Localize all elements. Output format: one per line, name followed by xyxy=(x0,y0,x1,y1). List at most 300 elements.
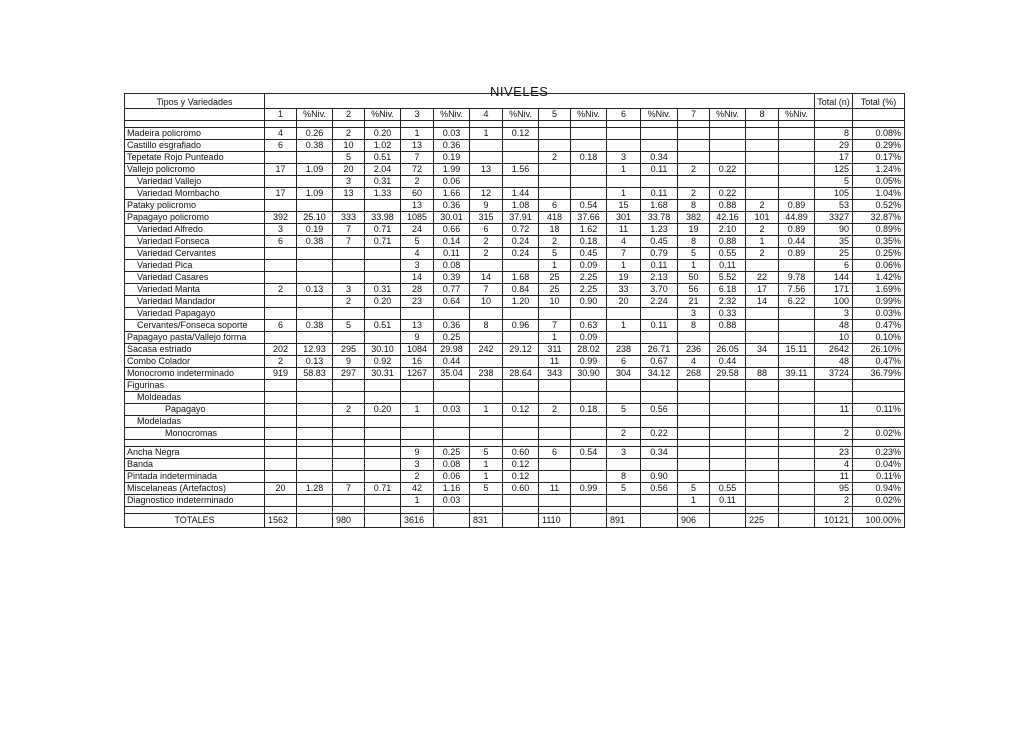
total-pct-cell: 0.35% xyxy=(853,236,905,248)
spacer-cell xyxy=(710,440,746,447)
pct-cell: 0.45 xyxy=(571,248,607,260)
total-pct-cell: 0.04% xyxy=(853,459,905,471)
pct-cell: 0.25 xyxy=(434,332,470,344)
count-cell: 13 xyxy=(401,320,434,332)
count-cell: 831 xyxy=(470,514,503,528)
total-pct-cell: 1.42% xyxy=(853,272,905,284)
pct-cell: 37.66 xyxy=(571,212,607,224)
pct-cell xyxy=(779,128,815,140)
spacer-cell xyxy=(503,440,539,447)
total-n-cell: 5 xyxy=(815,176,853,188)
pct-cell xyxy=(779,380,815,392)
total-pct-cell: 0.52% xyxy=(853,200,905,212)
pct-cell: 28.02 xyxy=(571,344,607,356)
count-cell xyxy=(539,164,571,176)
count-cell: 19 xyxy=(607,272,641,284)
count-cell: 297 xyxy=(333,368,365,380)
total-n-cell xyxy=(815,392,853,404)
count-cell xyxy=(539,380,571,392)
level-header: 3 xyxy=(401,109,434,121)
pct-cell xyxy=(641,128,678,140)
pct-cell xyxy=(434,428,470,440)
count-cell: 1 xyxy=(470,128,503,140)
spacer-cell xyxy=(470,440,503,447)
count-cell: 1110 xyxy=(539,514,571,528)
pct-cell: 0.22 xyxy=(710,164,746,176)
pct-cell xyxy=(503,260,539,272)
table-row xyxy=(125,200,905,212)
count-cell xyxy=(539,140,571,152)
pct-cell xyxy=(641,140,678,152)
count-cell xyxy=(265,152,297,164)
spacer-cell xyxy=(125,440,265,447)
count-cell: 5 xyxy=(333,152,365,164)
count-cell xyxy=(607,140,641,152)
count-cell xyxy=(607,308,641,320)
count-cell xyxy=(607,416,641,428)
spacer-cell xyxy=(401,507,434,514)
pct-cell: 0.38 xyxy=(297,140,333,152)
pct-cell: 0.22 xyxy=(710,188,746,200)
row-label: Castillo esgrafiado xyxy=(125,140,265,152)
pct-cell: 0.79 xyxy=(641,248,678,260)
count-cell: 25 xyxy=(539,272,571,284)
spacer-cell xyxy=(297,121,333,128)
spacer-cell xyxy=(539,121,571,128)
count-cell: 23 xyxy=(401,296,434,308)
count-cell xyxy=(539,495,571,507)
spacer-cell xyxy=(333,440,365,447)
totals-row xyxy=(125,514,905,528)
count-cell: 919 xyxy=(265,368,297,380)
pct-cell xyxy=(365,248,401,260)
table-row xyxy=(125,447,905,459)
count-cell xyxy=(265,428,297,440)
pct-cell: 30.01 xyxy=(434,212,470,224)
count-cell: 4 xyxy=(607,236,641,248)
row-label: Variedad Alfredo xyxy=(125,224,265,236)
table-row xyxy=(125,128,905,140)
row-label: Combo Colador xyxy=(125,356,265,368)
total-pct-cell: 0.02% xyxy=(853,495,905,507)
count-cell: 2 xyxy=(539,404,571,416)
count-cell xyxy=(470,416,503,428)
pct-cell: 6.18 xyxy=(710,284,746,296)
pct-cell xyxy=(779,495,815,507)
pct-cell: 0.38 xyxy=(297,320,333,332)
count-cell xyxy=(746,260,779,272)
count-cell: 238 xyxy=(607,344,641,356)
count-cell xyxy=(470,495,503,507)
count-cell: 14 xyxy=(470,272,503,284)
pct-cell: 0.12 xyxy=(503,128,539,140)
pct-cell xyxy=(365,332,401,344)
pct-cell xyxy=(779,392,815,404)
spacer-cell xyxy=(853,507,905,514)
count-cell: 225 xyxy=(746,514,779,528)
spacer-cell xyxy=(815,121,853,128)
pct-cell: 0.88 xyxy=(710,320,746,332)
count-cell: 906 xyxy=(678,514,710,528)
pct-cell: 0.44 xyxy=(710,356,746,368)
pct-cell xyxy=(571,140,607,152)
total-n-cell: 8 xyxy=(815,128,853,140)
count-cell xyxy=(401,428,434,440)
count-cell xyxy=(401,416,434,428)
spacer-cell xyxy=(365,440,401,447)
row-label: Papagayo xyxy=(125,404,265,416)
count-cell: 3 xyxy=(265,224,297,236)
count-cell: 5 xyxy=(678,483,710,495)
count-cell xyxy=(539,308,571,320)
count-cell: 7 xyxy=(470,284,503,296)
spacer-cell xyxy=(746,507,779,514)
total-n-cell: 2 xyxy=(815,428,853,440)
count-cell xyxy=(746,483,779,495)
pct-cell: 0.20 xyxy=(365,128,401,140)
pct-cell xyxy=(365,272,401,284)
pct-cell: 5.52 xyxy=(710,272,746,284)
pct-cell xyxy=(297,308,333,320)
count-cell xyxy=(265,200,297,212)
pct-cell: 0.11 xyxy=(641,188,678,200)
table-row xyxy=(125,296,905,308)
total-pct-cell: 1.69% xyxy=(853,284,905,296)
pct-cell: 0.31 xyxy=(365,176,401,188)
count-cell: 1 xyxy=(607,260,641,272)
pct-cell xyxy=(779,483,815,495)
total-pct-cell: 26.10% xyxy=(853,344,905,356)
count-cell: 2 xyxy=(470,248,503,260)
count-cell: 236 xyxy=(678,344,710,356)
pct-cell xyxy=(297,332,333,344)
spacer-cell xyxy=(607,507,641,514)
pct-cell: 0.54 xyxy=(571,200,607,212)
total-pct-cell: 0.47% xyxy=(853,320,905,332)
count-cell xyxy=(265,447,297,459)
count-cell xyxy=(746,188,779,200)
count-cell xyxy=(678,471,710,483)
count-cell: 50 xyxy=(678,272,710,284)
table-row xyxy=(125,471,905,483)
total-n-cell: 3724 xyxy=(815,368,853,380)
pct-cell: 0.54 xyxy=(571,447,607,459)
header-blank-cell xyxy=(125,109,265,121)
total-pct-cell: 0.17% xyxy=(853,152,905,164)
table-row xyxy=(125,188,905,200)
pct-cell xyxy=(503,176,539,188)
pct-cell: 0.11 xyxy=(710,495,746,507)
count-cell: 7 xyxy=(607,248,641,260)
pct-cell: 0.09 xyxy=(571,260,607,272)
total-pct-blank xyxy=(853,109,905,121)
count-cell xyxy=(333,459,365,471)
table-row xyxy=(125,260,905,272)
pct-cell xyxy=(710,140,746,152)
total-n-cell: 29 xyxy=(815,140,853,152)
spacer-cell xyxy=(434,121,470,128)
table-row xyxy=(125,224,905,236)
count-cell: 2 xyxy=(678,164,710,176)
count-cell: 1 xyxy=(401,128,434,140)
pct-cell: 0.13 xyxy=(297,284,333,296)
row-label: Diagnostico indeterminado xyxy=(125,495,265,507)
count-cell xyxy=(265,176,297,188)
pct-cell xyxy=(779,176,815,188)
count-cell xyxy=(470,176,503,188)
table-row xyxy=(125,140,905,152)
count-cell: 20 xyxy=(265,483,297,495)
pct-cell xyxy=(641,308,678,320)
pct-cell: 0.12 xyxy=(503,404,539,416)
spacer-cell xyxy=(125,121,265,128)
pct-cell xyxy=(503,416,539,428)
pct-cell: 0.88 xyxy=(710,236,746,248)
spacer-cell xyxy=(607,440,641,447)
total-pct-cell: 36.79% xyxy=(853,368,905,380)
pct-cell xyxy=(710,392,746,404)
total-n-cell: 3327 xyxy=(815,212,853,224)
pct-cell: 0.06 xyxy=(434,176,470,188)
pct-cell: 0.03 xyxy=(434,404,470,416)
pct-cell xyxy=(571,308,607,320)
pct-cell: 0.90 xyxy=(641,471,678,483)
level-header: 7 xyxy=(678,109,710,121)
pct-cell: 0.39 xyxy=(434,272,470,284)
spacer-cell xyxy=(125,507,265,514)
pct-cell xyxy=(297,471,333,483)
row-label: Sacasa estriado xyxy=(125,344,265,356)
count-cell xyxy=(539,188,571,200)
spacer-cell xyxy=(815,507,853,514)
pct-cell xyxy=(503,495,539,507)
header-row-2 xyxy=(125,109,905,121)
count-cell xyxy=(678,459,710,471)
pct-cell xyxy=(710,404,746,416)
pct-cell: 0.11 xyxy=(710,260,746,272)
pct-cell: 2.32 xyxy=(710,296,746,308)
pct-cell: 58.83 xyxy=(297,368,333,380)
row-label: Ancha Negra xyxy=(125,447,265,459)
count-cell xyxy=(265,392,297,404)
pct-cell: 0.19 xyxy=(434,152,470,164)
count-cell: 7 xyxy=(539,320,571,332)
count-cell xyxy=(746,140,779,152)
pct-cell xyxy=(779,471,815,483)
pct-cell xyxy=(571,471,607,483)
pct-cell: 37.91 xyxy=(503,212,539,224)
pct-cell xyxy=(710,332,746,344)
total-n-cell: 35 xyxy=(815,236,853,248)
pct-cell: 0.36 xyxy=(434,200,470,212)
count-cell xyxy=(333,416,365,428)
pct-cell xyxy=(571,176,607,188)
pct-cell: 30.10 xyxy=(365,344,401,356)
count-cell: 6 xyxy=(265,236,297,248)
spacer-cell xyxy=(333,121,365,128)
total-n-cell: 48 xyxy=(815,356,853,368)
count-cell: 13 xyxy=(470,164,503,176)
level-header: 1 xyxy=(265,109,297,121)
total-pct-cell: 0.05% xyxy=(853,176,905,188)
pct-cell: 6.22 xyxy=(779,296,815,308)
pct-cell: 0.18 xyxy=(571,236,607,248)
pct-cell: 29.12 xyxy=(503,344,539,356)
row-label: Moldeadas xyxy=(125,392,265,404)
count-cell: 34 xyxy=(746,344,779,356)
count-cell: 15 xyxy=(607,200,641,212)
count-cell: 1 xyxy=(746,236,779,248)
count-cell: 6 xyxy=(607,356,641,368)
count-cell xyxy=(401,308,434,320)
pct-cell: 0.67 xyxy=(641,356,678,368)
row-label: Figurinas xyxy=(125,380,265,392)
niveles-span xyxy=(265,94,815,109)
count-cell xyxy=(265,260,297,272)
pct-cell: 0.71 xyxy=(365,236,401,248)
pct-cell xyxy=(779,404,815,416)
count-cell: 7 xyxy=(333,483,365,495)
count-cell: 2 xyxy=(401,471,434,483)
row-label: Variedad Vallejo xyxy=(125,176,265,188)
row-label: Tepetate Rojo Punteado xyxy=(125,152,265,164)
pct-cell xyxy=(297,416,333,428)
pct-cell: 0.09 xyxy=(571,332,607,344)
count-cell xyxy=(539,416,571,428)
count-cell xyxy=(746,459,779,471)
pct-cell: 2.13 xyxy=(641,272,678,284)
count-cell: 304 xyxy=(607,368,641,380)
count-cell xyxy=(401,392,434,404)
pct-cell xyxy=(365,416,401,428)
pct-cell xyxy=(779,447,815,459)
table-row xyxy=(125,320,905,332)
count-cell: 11 xyxy=(539,356,571,368)
count-cell xyxy=(333,380,365,392)
spacer-cell xyxy=(265,507,297,514)
pct-cell: 1.33 xyxy=(365,188,401,200)
pct-cell xyxy=(571,188,607,200)
count-cell xyxy=(470,260,503,272)
pct-cell: 0.11 xyxy=(641,260,678,272)
table-row xyxy=(125,356,905,368)
spacer-cell xyxy=(746,121,779,128)
row-label: Papagayo policromo xyxy=(125,212,265,224)
table-row xyxy=(125,164,905,176)
count-cell xyxy=(678,332,710,344)
pct-cell: 0.03 xyxy=(434,495,470,507)
pct-cell: 0.20 xyxy=(365,404,401,416)
count-cell: 72 xyxy=(401,164,434,176)
pct-cell xyxy=(641,495,678,507)
count-cell: 6 xyxy=(265,140,297,152)
count-cell: 3 xyxy=(607,447,641,459)
count-cell xyxy=(265,296,297,308)
pct-cell: 0.99 xyxy=(571,356,607,368)
pct-cell: 0.56 xyxy=(641,483,678,495)
count-cell: 1 xyxy=(539,332,571,344)
table-row xyxy=(125,483,905,495)
total-n-cell: 105 xyxy=(815,188,853,200)
pct-cell xyxy=(710,471,746,483)
total-pct-cell: 0.06% xyxy=(853,260,905,272)
spacer-cell xyxy=(539,507,571,514)
pct-niv-header: %Niv. xyxy=(641,109,678,121)
table-row xyxy=(125,416,905,428)
count-cell: 8 xyxy=(470,320,503,332)
pct-cell xyxy=(297,428,333,440)
total-pct-cell: 0.29% xyxy=(853,140,905,152)
pct-cell: 0.44 xyxy=(779,236,815,248)
total-pct-cell: 32.87% xyxy=(853,212,905,224)
pct-cell: 0.77 xyxy=(434,284,470,296)
pct-cell xyxy=(571,416,607,428)
total-pct-cell xyxy=(853,380,905,392)
data-table xyxy=(124,93,905,528)
pct-cell xyxy=(297,495,333,507)
count-cell: 11 xyxy=(539,483,571,495)
pct-cell xyxy=(297,447,333,459)
count-cell xyxy=(401,380,434,392)
count-cell: 3 xyxy=(333,176,365,188)
pct-cell xyxy=(779,356,815,368)
pct-cell xyxy=(571,380,607,392)
pct-cell: 0.55 xyxy=(710,248,746,260)
count-cell xyxy=(333,495,365,507)
pct-cell: 0.08 xyxy=(434,459,470,471)
spacer-cell xyxy=(503,507,539,514)
row-label: Modeladas xyxy=(125,416,265,428)
pct-cell: 0.12 xyxy=(503,459,539,471)
pct-cell: 2.10 xyxy=(710,224,746,236)
pct-cell: 0.55 xyxy=(710,483,746,495)
pct-cell xyxy=(779,514,815,528)
count-cell: 9 xyxy=(401,447,434,459)
table-row xyxy=(125,392,905,404)
count-cell xyxy=(678,404,710,416)
count-cell xyxy=(539,392,571,404)
pct-cell: 26.05 xyxy=(710,344,746,356)
total-pct-cell: 0.47% xyxy=(853,356,905,368)
pct-cell xyxy=(779,459,815,471)
count-cell: 88 xyxy=(746,368,779,380)
total-pct-cell: 0.25% xyxy=(853,248,905,260)
count-cell xyxy=(539,428,571,440)
count-cell xyxy=(539,471,571,483)
pct-niv-header: %Niv. xyxy=(571,109,607,121)
pct-cell: 0.18 xyxy=(571,152,607,164)
pct-cell: 1.44 xyxy=(503,188,539,200)
pct-niv-header: %Niv. xyxy=(710,109,746,121)
spacer-cell xyxy=(470,121,503,128)
pct-cell xyxy=(779,188,815,200)
count-cell: 8 xyxy=(678,200,710,212)
count-cell: 311 xyxy=(539,344,571,356)
pct-cell xyxy=(779,416,815,428)
total-pct-cell: 0.89% xyxy=(853,224,905,236)
pct-cell xyxy=(297,404,333,416)
count-cell: 21 xyxy=(678,296,710,308)
pct-cell xyxy=(297,272,333,284)
row-label: Madeira policromo xyxy=(125,128,265,140)
pct-cell: 2.04 xyxy=(365,164,401,176)
count-cell: 20 xyxy=(333,164,365,176)
pct-cell xyxy=(503,332,539,344)
pct-cell: 0.38 xyxy=(297,236,333,248)
pct-cell: 1.02 xyxy=(365,140,401,152)
count-cell xyxy=(678,152,710,164)
table-row xyxy=(125,332,905,344)
